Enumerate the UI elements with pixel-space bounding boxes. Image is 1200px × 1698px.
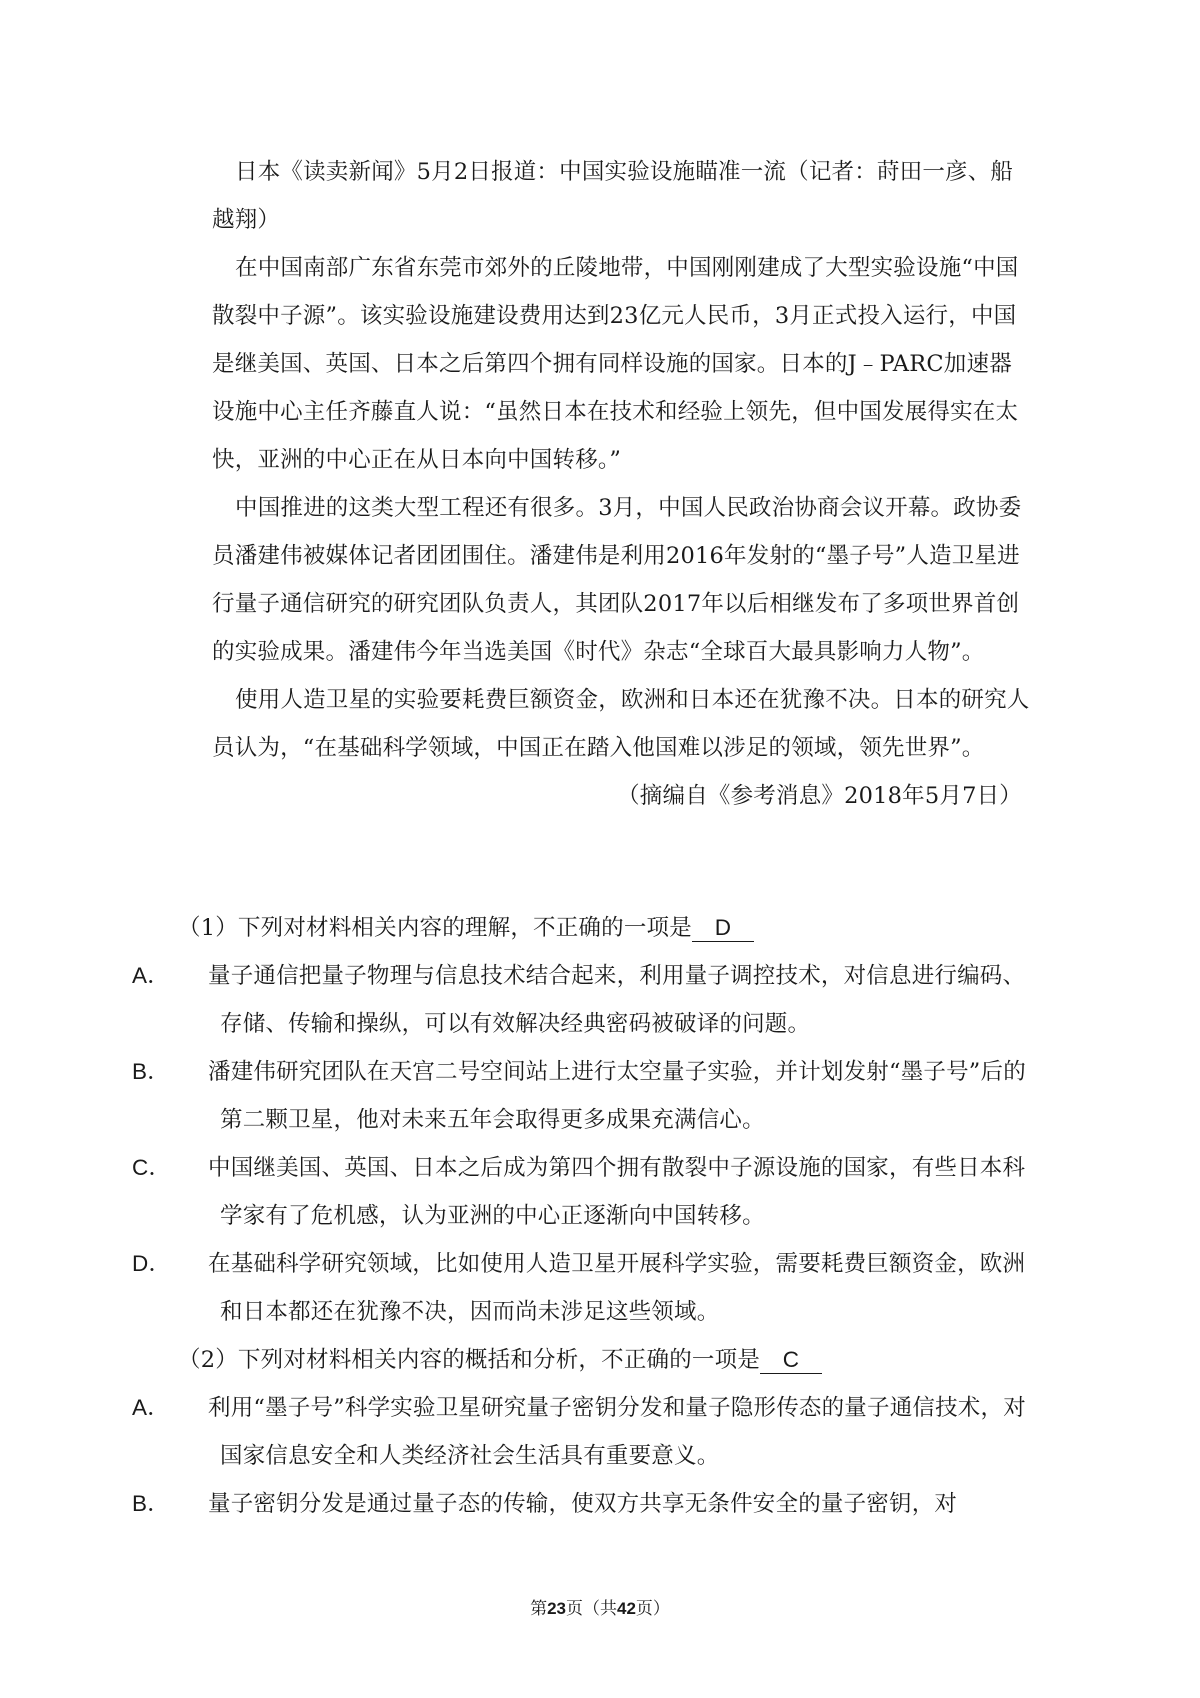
total-page-count: 42 (617, 1599, 636, 1618)
question-section (132, 904, 1030, 1528)
option-text: 量子通信把量子物理与信息技术结合起来，利用量子调控技术，对信息进行编码、存储、传输和操纵，可以有效解决经典密码被破译的问题。 (208, 963, 1026, 1037)
answer-blank: C (760, 1347, 822, 1374)
passage-source: （摘编自《参考消息》2018年5月7日） (617, 783, 1022, 809)
option-c (132, 1144, 1030, 1240)
current-page-number: 23 (547, 1599, 566, 1618)
option-text: 在基础科学研究领域，比如使用人造卫星开展科学实验，需要耗费巨额资金，欧洲和日本都还在犹豫不决，因而尚未涉足这些领域。 (208, 1251, 1026, 1325)
option-a (132, 1384, 1030, 1480)
option-letter: A． (132, 1395, 170, 1420)
option-text: 潘建伟研究团队在天宫二号空间站上进行太空量子实验，并计划发射“墨子号”后的第二颗卫星，他对未来五年会取得更多成果充满信心。 (208, 1059, 1026, 1133)
option-letter: C． (132, 1155, 172, 1180)
option-d (132, 1240, 1030, 1336)
question-stem-text: （1）下列对材料相关内容的理解，不正确的一项是 (178, 915, 692, 941)
option-a (132, 952, 1030, 1048)
answer-blank: D (692, 915, 754, 942)
option-text: 量子密钥分发是通过量子态的传输，使双方共享无条件安全的量子密钥，对 (208, 1491, 958, 1517)
passage-paragraph-2: 中国推进的这类大型工程还有很多。3月，中国人民政治协商会议开幕。政协委员潘建伟被媒体记者团团围住。潘建伟是利用2016年发射的“墨子号”人造卫星进行量子通信研究的研究团队负责人，其团队2017年以后相继发布了多项世界首创的实验成果。潘建伟今年当选美国《时代》杂志“全球百大最具影响力人物”。 (212, 495, 1022, 665)
option-b (132, 1048, 1030, 1144)
option-letter: B． (132, 1059, 170, 1084)
question-1 (132, 904, 1030, 1336)
question-stem (176, 1336, 1030, 1384)
question-stem (176, 904, 1030, 952)
footer-middle: 页（共 (566, 1599, 617, 1619)
option-text: 中国继美国、英国、日本之后成为第四个拥有散裂中子源设施的国家，有些日本科学家有了危机感，认为亚洲的中心正逐渐向中国转移。 (208, 1155, 1026, 1229)
reading-passage (212, 148, 1030, 820)
question-2 (132, 1336, 1030, 1528)
footer-prefix: 第 (530, 1599, 548, 1619)
option-b (132, 1480, 1030, 1528)
passage-paragraph-3: 使用人造卫星的实验要耗费巨额资金，欧洲和日本还在犹豫不决。日本的研究人员认为，“在基础科学领域，中国正在踏入他国难以涉足的领域，领先世界”。 (212, 687, 1030, 761)
footer-suffix: 页） (635, 1599, 670, 1619)
option-letter: D． (132, 1251, 172, 1276)
page-footer (0, 1594, 1200, 1619)
option-letter: B． (132, 1491, 170, 1516)
passage-paragraph-1: 在中国南部广东省东莞市郊外的丘陵地带，中国刚刚建成了大型实验设施“中国散裂中子源”。该实验设施建设费用达到23亿元人民币，3月正式投入运行，中国是继美国、英国、日本之后第四个拥有同样设施的国家。日本的J﹣PARC加速器设施中心主任齐藤直人说：“虽然日本在技术和经验上领先，但中国发展得实在太快，亚洲的中心正在从日本向中国转移。” (212, 255, 1019, 473)
option-text: 利用“墨子号”科学实验卫星研究量子密钥分发和量子隐形传态的量子通信技术，对国家信息安全和人类经济社会生活具有重要意义。 (208, 1395, 1026, 1469)
passage-headline: 日本《读卖新闻》5月2日报道：中国实验设施瞄准一流（记者：莳田一彦、船越翔） (212, 159, 1014, 233)
option-letter: A． (132, 963, 170, 988)
question-stem-text: （2）下列对材料相关内容的概括和分析，不正确的一项是 (178, 1347, 761, 1373)
